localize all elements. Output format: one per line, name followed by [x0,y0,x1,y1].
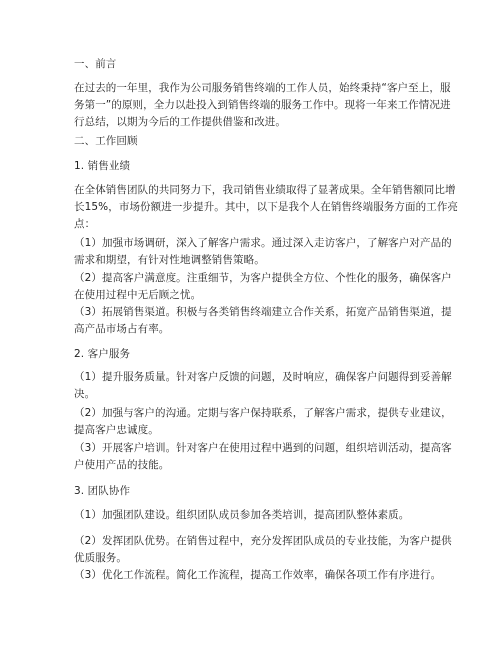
list-item [74,507,430,524]
list-item [74,567,442,584]
list-item-line: （1）加强团队建设。组织团队成员参加各类培训，提高团队整体素质。 [74,509,410,521]
intro-paragraph [74,80,451,131]
list-item-line: （2）发挥团队优势。在销售过程中，充分发挥团队成员的专业技能，为客户提供 [74,535,452,547]
list-item-line: 优质服务。 [74,552,127,564]
list-item-line: （3）拓展销售渠道。积极与各类销售终端建立合作关系，拓宽产品销售渠道，提 [74,306,452,318]
list-item [74,440,452,474]
list-item-line: （3）优化工作流程。简化工作流程，提高工作效率，确保各项工作有序进行。 [74,569,442,581]
list-item-line: 高产品市场占有率。 [74,323,170,335]
list-item-line: （3）开展客户培训。针对客户在使用过程中遇到的问题，组织培训活动，提高客 [74,442,452,454]
list-item [74,405,452,439]
paragraph-line: 长15%，市场份额进一步提升。其中，以下是我个人在销售终端服务方面的工作亮 [74,201,459,213]
list-item-line: 决。 [74,388,96,400]
section-customer-title: 2. 客户服务 [74,348,131,360]
intro-line: 在过去的一年里，我作为公司服务销售终端的工作人员，始终秉持“客户至上，服 [74,82,451,94]
list-item-line: 在使用过程中无后顾之忧。 [74,289,202,301]
list-item-line: （2）加强与客户的沟通。定期与客户保持联系，了解客户需求，提供专业建议， [74,407,452,419]
list-item-line: （2）提高客户满意度。注重细节，为客户提供全方位、个性化的服务，确保客户 [74,272,452,284]
heading-work-review: 二、工作回顾 [74,135,138,147]
list-item-line: 提高客户忠诚度。 [74,424,159,436]
list-item-line: 户使用产品的技能。 [74,459,170,471]
list-item-line: 需求和期望，有针对性地调整销售策略。 [74,254,265,266]
list-item-line: （1）提升服务质量。针对客户反馈的问题，及时响应，确保客户问题得到妥善解 [74,371,452,383]
intro-line: 务第一”的原则，全力以赴投入到销售终端的服务工作中。现将一年来工作情况进 [74,99,451,111]
list-item [74,235,452,269]
list-item [74,533,452,567]
paragraph-line: 在全体销售团队的共同努力下，我司销售业绩取得了显著成果。全年销售额同比增 [74,184,456,196]
intro-line: 行总结，以期为今后的工作提供借鉴和改进。 [74,116,286,128]
list-item [74,270,452,304]
heading-preface: 一、前言 [74,58,117,70]
section-team-title: 3. 团队协作 [74,485,131,497]
list-item-line: （1）加强市场调研，深入了解客户需求。通过深入走访客户，了解客户对产品的 [74,237,452,249]
list-item [74,304,452,338]
list-item [74,369,452,403]
paragraph-line: 点： [74,218,96,230]
section-sales-title: 1. 销售业绩 [74,160,131,172]
section-sales-paragraph [74,182,459,233]
